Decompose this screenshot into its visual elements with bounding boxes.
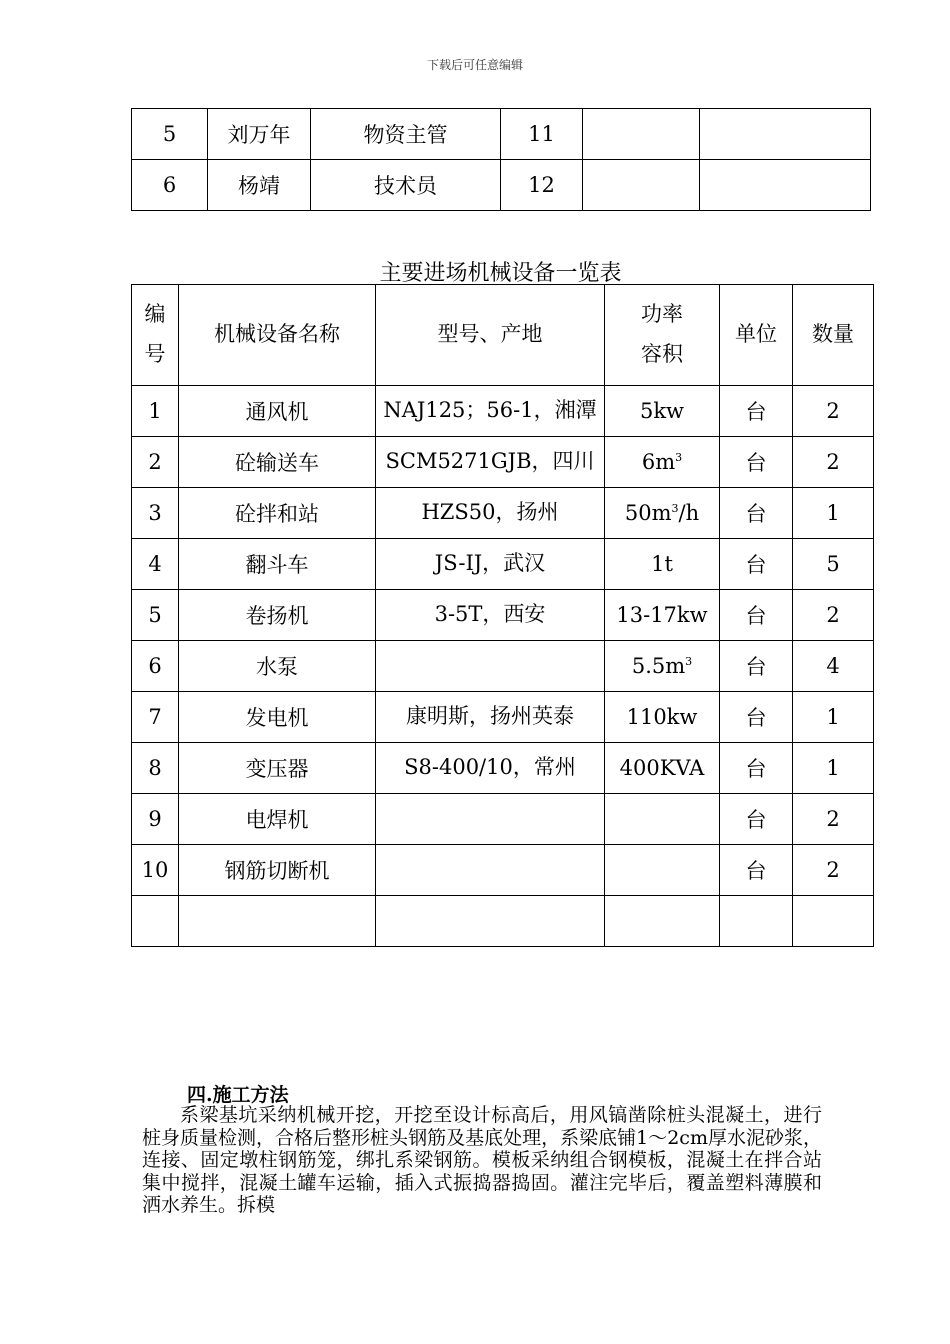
equipment-name: 水泵 xyxy=(179,641,376,692)
staff-no: 5 xyxy=(132,109,208,160)
equipment-model xyxy=(376,641,605,692)
header-note: 下载后可任意编辑 xyxy=(426,58,523,72)
equipment-no: 2 xyxy=(132,437,179,488)
equipment-no: 10 xyxy=(132,845,179,896)
equipment-no: 5 xyxy=(132,590,179,641)
equipment-power: 110kw xyxy=(605,692,720,743)
equipment-unit xyxy=(720,896,793,947)
equipment-qty xyxy=(793,896,874,947)
staff-no: 6 xyxy=(132,160,208,211)
staff-row xyxy=(132,109,871,160)
section-title: 四.施工方法 xyxy=(187,1084,289,1106)
equipment-model: JS-IJ，武汉 xyxy=(376,539,605,590)
equipment-unit: 台 xyxy=(720,641,793,692)
equipment-power: 400KVA xyxy=(605,743,720,794)
staff-row xyxy=(132,160,871,211)
equipment-no: 1 xyxy=(132,386,179,437)
equipment-no: 3 xyxy=(132,488,179,539)
staff-number: 12 xyxy=(501,160,583,211)
equipment-model: 3-5T，西安 xyxy=(376,590,605,641)
equipment-model: S8-400/10，常州 xyxy=(376,743,605,794)
equipment-row xyxy=(132,539,874,590)
equipment-name: 变压器 xyxy=(179,743,376,794)
equipment-name: 电焊机 xyxy=(179,794,376,845)
equipment-no: 6 xyxy=(132,641,179,692)
section-paragraph: 系梁基坑采纳机械开挖，开挖至设计标高后，用风镐凿除桩头混凝土，进行桩身质量检测，合格后整形桩头钢筋及基底处理，系梁底铺1～2cm厚水泥砂浆，连接、固定墩柱钢筋笼，绑扎系梁钢筋。模板采纳组合钢模板，混凝土在拌合站集中搅拌，混凝土罐车运输，插入式振捣器捣固。灌注完毕后，覆盖塑料薄膜和洒水养生。拆模 xyxy=(142,1104,822,1216)
equipment-no: 9 xyxy=(132,794,179,845)
equipment-table-title: 主要进场机械设备一览表 xyxy=(379,261,622,286)
equipment-row xyxy=(132,743,874,794)
equipment-name: 发电机 xyxy=(179,692,376,743)
equipment-no: 4 xyxy=(132,539,179,590)
equipment-qty: 1 xyxy=(793,692,874,743)
equipment-power: 1t xyxy=(605,539,720,590)
equipment-unit: 台 xyxy=(720,437,793,488)
equipment-name: 砼拌和站 xyxy=(179,488,376,539)
header-unit: 单位 xyxy=(720,285,793,386)
equipment-unit: 台 xyxy=(720,692,793,743)
staff-name: 杨靖 xyxy=(208,160,311,211)
equipment-row xyxy=(132,488,874,539)
equipment-unit: 台 xyxy=(720,539,793,590)
equipment-power xyxy=(605,794,720,845)
equipment-power: 5kw xyxy=(605,386,720,437)
equipment-model xyxy=(376,896,605,947)
staff-name: 刘万年 xyxy=(208,109,311,160)
equipment-row xyxy=(132,845,874,896)
equipment-power xyxy=(605,845,720,896)
equipment-unit: 台 xyxy=(720,743,793,794)
equipment-unit: 台 xyxy=(720,794,793,845)
header-power: 功率 容积 xyxy=(605,285,720,386)
equipment-power: $5.5m^3$ xyxy=(605,641,720,692)
equipment-name: 翻斗车 xyxy=(179,539,376,590)
equipment-row xyxy=(132,692,874,743)
staff-empty-cell xyxy=(583,109,700,160)
equipment-qty: 2 xyxy=(793,794,874,845)
equipment-unit: 台 xyxy=(720,386,793,437)
equipment-unit: 台 xyxy=(720,845,793,896)
equipment-qty: 2 xyxy=(793,590,874,641)
equipment-qty: 1 xyxy=(793,743,874,794)
equipment-name: 钢筋切断机 xyxy=(179,845,376,896)
equipment-qty: 2 xyxy=(793,437,874,488)
staff-number: 11 xyxy=(501,109,583,160)
equipment-row xyxy=(132,590,874,641)
staff-empty-cell xyxy=(700,109,871,160)
equipment-row xyxy=(132,641,874,692)
equipment-no xyxy=(132,896,179,947)
equipment-row xyxy=(132,437,874,488)
header-model: 型号、产地 xyxy=(376,285,605,386)
equipment-qty: 4 xyxy=(793,641,874,692)
equipment-unit: 台 xyxy=(720,590,793,641)
equipment-row xyxy=(132,386,874,437)
equipment-model: SCM5271GJB，四川 xyxy=(376,437,605,488)
equipment-name xyxy=(179,896,376,947)
equipment-no: 7 xyxy=(132,692,179,743)
staff-empty-cell xyxy=(583,160,700,211)
equipment-qty: 5 xyxy=(793,539,874,590)
header-no: 编 号 xyxy=(132,285,179,386)
equipment-table xyxy=(131,284,874,947)
staff-role: 技术员 xyxy=(311,160,501,211)
header-name: 机械设备名称 xyxy=(179,285,376,386)
equipment-qty: 2 xyxy=(793,386,874,437)
equipment-model: NAJ125；56-1，湘潭 xyxy=(376,386,605,437)
section-body xyxy=(142,1104,822,1217)
equipment-row xyxy=(132,794,874,845)
equipment-model xyxy=(376,794,605,845)
equipment-header-row xyxy=(132,285,874,386)
equipment-model: 康明斯，扬州英泰 xyxy=(376,692,605,743)
staff-table xyxy=(131,108,871,211)
staff-empty-cell xyxy=(700,160,871,211)
equipment-qty: 1 xyxy=(793,488,874,539)
equipment-model: HZS50，扬州 xyxy=(376,488,605,539)
equipment-power: 13-17kw xyxy=(605,590,720,641)
equipment-unit: 台 xyxy=(720,488,793,539)
equipment-power xyxy=(605,896,720,947)
equipment-qty: 2 xyxy=(793,845,874,896)
equipment-model xyxy=(376,845,605,896)
equipment-name: 卷扬机 xyxy=(179,590,376,641)
staff-role: 物资主管 xyxy=(311,109,501,160)
header-qty: 数量 xyxy=(793,285,874,386)
equipment-name: 通风机 xyxy=(179,386,376,437)
equipment-no: 8 xyxy=(132,743,179,794)
equipment-name: 砼输送车 xyxy=(179,437,376,488)
equipment-power: $50m^3/h$ xyxy=(605,488,720,539)
equipment-row xyxy=(132,896,874,947)
equipment-power: $6m^3$ xyxy=(605,437,720,488)
